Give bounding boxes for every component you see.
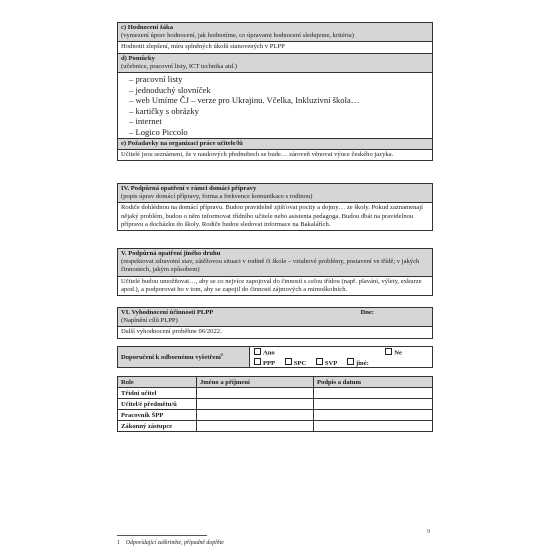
section-v-title: V. Podpůrná opatření jiného druhu: [121, 250, 221, 257]
checkbox-icon[interactable]: [316, 358, 323, 365]
section-vi-date-label: Dne:: [360, 309, 374, 316]
signature-cell[interactable]: [314, 388, 433, 399]
section-e-header: [118, 139, 432, 150]
recommendation-options: [250, 347, 432, 367]
signatures-table: [117, 376, 433, 432]
signature-cell[interactable]: [314, 399, 433, 410]
section-vi-content: Další vyhodnocení proběhne 06/2022.: [121, 328, 222, 336]
list-item: – kartičky s obrázky: [131, 106, 429, 117]
section-v-subtitle: (respektovat zdravotní stav, zátěžovou situaci v rodině či škole – vztahové problémy, postavení ve třídě; v jakých činnostech, jakým způsobem): [121, 258, 420, 274]
list-item: – internet: [131, 116, 429, 127]
section-c-header: [118, 23, 432, 42]
recommendation-block: [117, 346, 433, 368]
column-header: Jméno a příjmení: [197, 377, 314, 388]
role-cell: Třídní učitel: [118, 388, 197, 399]
column-header: Podpis a datum: [314, 377, 433, 388]
list-item: – jednoduchý slovníček: [131, 85, 429, 96]
option-no[interactable]: Ne: [385, 348, 402, 358]
section-iv-subtitle: (popis úprav domácí přípravy, forma a frekvence komunikace s rodinou): [121, 193, 313, 201]
recommendation-label: Doporučení k odbornému vyšetření: [121, 354, 221, 362]
signature-cell[interactable]: [314, 410, 433, 421]
table-header-row: [118, 377, 433, 388]
option-spc[interactable]: SPC: [285, 360, 306, 367]
section-iv-header: [118, 184, 432, 203]
section-v-content: Učitelé budou umožňovat…, aby se co nejvíce zapojoval do činností s celou třídou (např. plavání, výlety, exkurze apod.), a podporovat ho v tom, aby se zapojil do činností zájmových a mimoškolních.: [121, 277, 422, 293]
checkbox-icon[interactable]: [385, 348, 392, 355]
footnote-divider: [117, 535, 207, 536]
list-item: – pracovní listy: [131, 74, 429, 85]
table-row: [118, 410, 433, 421]
aids-list: [121, 74, 429, 137]
section-vi-title: VI. Vyhodnocení účinnosti PLPP: [121, 309, 214, 316]
recommendation-label-cell: [118, 347, 250, 367]
table-row: [118, 421, 433, 432]
section-e-content: Učitelé jsou seznámeni, že v naukových předmětech se bude… zároveň věnovat výuce českého jazyka.: [121, 151, 394, 159]
name-cell[interactable]: [197, 399, 314, 410]
checkbox-icon[interactable]: [254, 358, 261, 365]
option-ppp[interactable]: PPP: [254, 360, 275, 367]
name-cell[interactable]: [197, 388, 314, 399]
plan-block-iv: [117, 183, 433, 231]
section-e-title: e) Požadavky na organizaci práce učitele/lů: [121, 140, 243, 148]
section-iv-content: Rodiče dohlédnou na domácí přípravu. Budou pravidelně zjišťovat pocity a dojmy… ze školy. Pokud zaznamenají nějaký problém, budou o něm informovat třídního učitele nebo asistenta pedagoga. Budou dbát na pravidelnou přípravu a docházku do školy. Rodiče budou sledovat informace na Bakalářích.: [121, 204, 423, 228]
table-row: [118, 388, 433, 399]
list-item: – web Umíme ČJ – verze pro Ukrajinu. Včelka, Inkluzivní škola…: [131, 95, 429, 106]
section-vi-subtitle: (Naplnění cílů PLPP): [121, 317, 178, 325]
option-other[interactable]: jiné:: [347, 360, 369, 367]
checkbox-icon[interactable]: [254, 348, 261, 355]
footnote: [117, 540, 224, 546]
section-d-subtitle: (učebnice, pracovní listy, ICT technika atd.): [121, 62, 237, 70]
section-iv-title: IV. Podpůrná opatření v rámci domácí přípravy: [121, 185, 257, 192]
footnote-mark: 1: [220, 352, 224, 357]
list-item: – Logico Piccolo: [131, 127, 429, 138]
section-vi-header: [118, 308, 432, 327]
name-cell[interactable]: [197, 410, 314, 421]
footnote-text: Odpovídající zaškrtněte, případně doplňte: [125, 540, 224, 546]
section-c-title: c) Hodnocení žáka: [121, 24, 174, 31]
option-yes[interactable]: Ano: [254, 348, 275, 358]
section-d-title: d) Pomůcky: [121, 54, 155, 62]
plan-block-vi: [117, 307, 433, 339]
name-cell[interactable]: [197, 421, 314, 432]
column-header: Role: [118, 377, 197, 388]
role-cell: Pracovník ŠPP: [118, 410, 197, 421]
section-v-header: [118, 249, 432, 277]
plan-block-v: [117, 248, 433, 296]
signature-cell[interactable]: [314, 421, 433, 432]
footnote-number: 1: [117, 540, 120, 546]
section-d-header: [118, 54, 432, 73]
section-c-subtitle: (vymezení úprav hodnocení, jak hodnotíme, co úpravami hodnocení sledujeme, kritéria): [121, 32, 354, 40]
role-cell: Zákonný zástupce: [118, 421, 197, 432]
checkbox-icon[interactable]: [347, 358, 354, 365]
option-svp[interactable]: SVP: [316, 360, 337, 367]
section-d-content: [118, 73, 432, 139]
checkbox-icon[interactable]: [285, 358, 292, 365]
role-cell: Učitel/é předmětu/ů: [118, 399, 197, 410]
table-row: [118, 399, 433, 410]
plan-block-c-d-e: [117, 22, 433, 161]
page-number: 9: [427, 528, 431, 535]
section-c-content: Hodnotit zlepšení, míru splněných úkolů stanovených v PLPP: [118, 42, 432, 53]
